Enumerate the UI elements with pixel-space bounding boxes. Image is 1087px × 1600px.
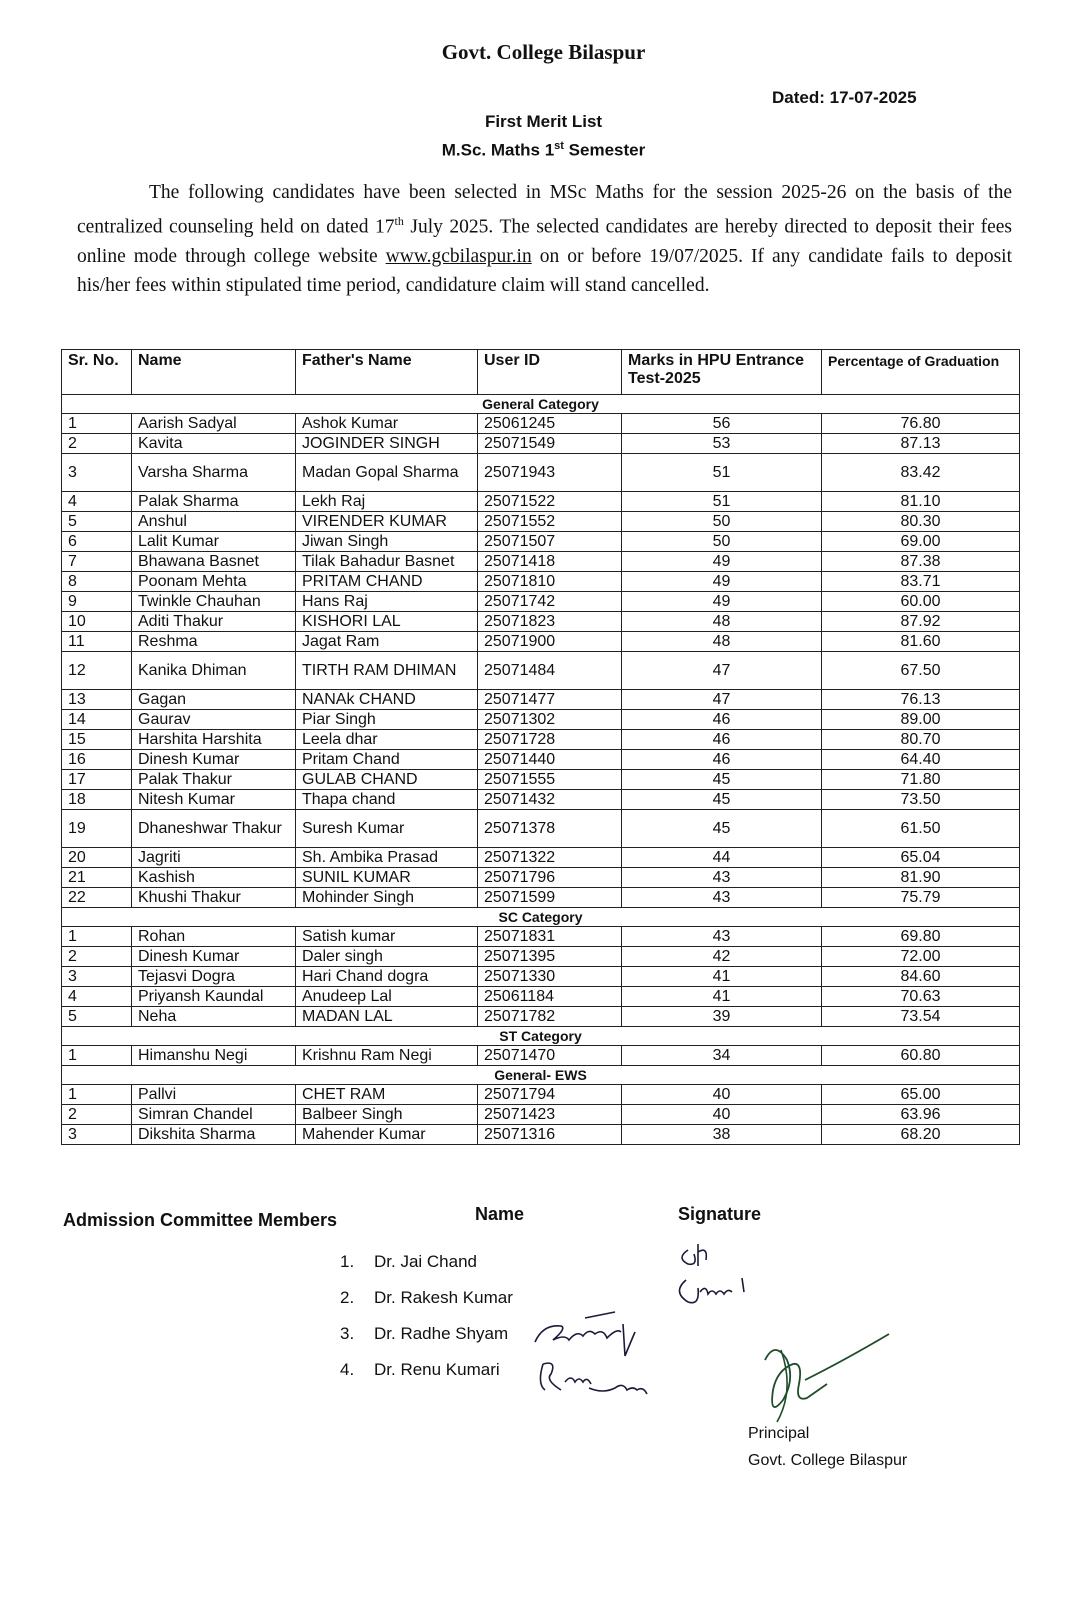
- name-cell: Neha: [132, 1007, 296, 1027]
- name-cell: Rohan: [132, 927, 296, 947]
- user-id-cell: 25071555: [478, 770, 622, 790]
- table-row: [62, 710, 1020, 730]
- percentage-cell: 76.13: [822, 690, 1020, 710]
- percentage-cell: 76.80: [822, 414, 1020, 434]
- signature-radhe-shyam: [525, 1302, 655, 1408]
- father-name-cell: Lekh Raj: [296, 492, 478, 512]
- sr-no-cell: 9: [62, 592, 132, 612]
- percentage-cell: 87.13: [822, 434, 1020, 454]
- sr-no-cell: 13: [62, 690, 132, 710]
- sr-no-cell: 5: [62, 1007, 132, 1027]
- sr-no-cell: 6: [62, 532, 132, 552]
- table-row: [62, 592, 1020, 612]
- father-name-cell: Piar Singh: [296, 710, 478, 730]
- sr-no-cell: 5: [62, 512, 132, 532]
- percentage-cell: 73.54: [822, 1007, 1020, 1027]
- name-cell: Dinesh Kumar: [132, 947, 296, 967]
- name-cell: Simran Chandel: [132, 1105, 296, 1125]
- name-cell: Tejasvi Dogra: [132, 967, 296, 987]
- percentage-cell: 65.00: [822, 1085, 1020, 1105]
- notice-part1: The following candidates have been selected in MSc Maths for the session 2025-26 on the basis of the centralized counseling held on dated 17: [77, 182, 1012, 238]
- percentage-cell: 71.80: [822, 770, 1020, 790]
- table-row: [62, 947, 1020, 967]
- marks-cell: 49: [622, 552, 822, 572]
- father-name-cell: GULAB CHAND: [296, 770, 478, 790]
- father-name-cell: Krishnu Ram Negi: [296, 1046, 478, 1066]
- marks-cell: 49: [622, 572, 822, 592]
- marks-cell: 46: [622, 730, 822, 750]
- college-name: Govt. College Bilaspur: [441, 40, 646, 64]
- sr-no-cell: 8: [62, 572, 132, 592]
- sr-no-cell: 10: [62, 612, 132, 632]
- sr-no-cell: 2: [62, 1105, 132, 1125]
- sr-no-cell: 1: [62, 1046, 132, 1066]
- name-cell: Dikshita Sharma: [132, 1125, 296, 1145]
- percentage-cell: 68.20: [822, 1125, 1020, 1145]
- table-row: [62, 750, 1020, 770]
- user-id-cell: 25061184: [478, 987, 622, 1007]
- name-cell: Nitesh Kumar: [132, 790, 296, 810]
- date-line: Dated: 17-07-2025: [772, 88, 917, 107]
- member-name: Dr. Radhe Shyam: [374, 1324, 509, 1343]
- name-cell: Gaurav: [132, 710, 296, 730]
- father-name-cell: Suresh Kumar: [296, 810, 478, 848]
- marks-cell: 47: [622, 690, 822, 710]
- marks-cell: 50: [622, 532, 822, 552]
- sr-no-cell: 1: [62, 927, 132, 947]
- percentage-cell: 87.92: [822, 612, 1020, 632]
- father-name-cell: Tilak Bahadur Basnet: [296, 552, 478, 572]
- father-name-cell: NANAk CHAND: [296, 690, 478, 710]
- sr-no-cell: 1: [62, 1085, 132, 1105]
- member-number: 1.: [340, 1252, 355, 1271]
- table-row: [62, 492, 1020, 512]
- table-row: [62, 552, 1020, 572]
- father-name-cell: Thapa chand: [296, 790, 478, 810]
- sr-no-cell: 2: [62, 434, 132, 454]
- name-label: Name: [475, 1204, 525, 1224]
- marks-cell: 40: [622, 1085, 822, 1105]
- table-row: [62, 868, 1020, 888]
- marks-cell: 40: [622, 1105, 822, 1125]
- marks-cell: 43: [622, 868, 822, 888]
- name-cell: Lalit Kumar: [132, 532, 296, 552]
- user-id-cell: 25071794: [478, 1085, 622, 1105]
- table-row: [62, 1105, 1020, 1125]
- marks-cell: 51: [622, 454, 822, 492]
- table-row: [62, 612, 1020, 632]
- father-name-cell: CHET RAM: [296, 1085, 478, 1105]
- percentage-cell: 75.79: [822, 888, 1020, 908]
- name-cell: Dinesh Kumar: [132, 750, 296, 770]
- signature-principal: [745, 1330, 895, 1430]
- percentage-cell: 81.10: [822, 492, 1020, 512]
- percentage-cell: 80.30: [822, 512, 1020, 532]
- table-row: [62, 454, 1020, 492]
- course-sup: st: [554, 140, 564, 152]
- table-row: [62, 987, 1020, 1007]
- member-number: 4.: [340, 1360, 355, 1379]
- marks-cell: 51: [622, 492, 822, 512]
- table-row: [62, 434, 1020, 454]
- father-name-cell: Jagat Ram: [296, 632, 478, 652]
- user-id-cell: 25071728: [478, 730, 622, 750]
- name-cell: Khushi Thakur: [132, 888, 296, 908]
- percentage-cell: 89.00: [822, 710, 1020, 730]
- course-title: [0, 140, 1087, 161]
- marks-cell: 34: [622, 1046, 822, 1066]
- name-cell: Himanshu Negi: [132, 1046, 296, 1066]
- list-title: First Merit List: [484, 112, 603, 131]
- category-title: General Category: [62, 395, 1020, 414]
- member-number: 2.: [340, 1288, 355, 1307]
- user-id-cell: 25071943: [478, 454, 622, 492]
- percentage-cell: 67.50: [822, 652, 1020, 690]
- user-id-cell: 25071810: [478, 572, 622, 592]
- header-marks: Marks in HPU Entrance Test-2025: [622, 350, 822, 395]
- committee-list: [340, 1252, 513, 1396]
- user-id-cell: 25071796: [478, 868, 622, 888]
- user-id-cell: 25071507: [478, 532, 622, 552]
- sr-no-cell: 16: [62, 750, 132, 770]
- user-id-cell: 25071900: [478, 632, 622, 652]
- marks-cell: 46: [622, 750, 822, 770]
- table-row: [62, 572, 1020, 592]
- name-cell: Pallvi: [132, 1085, 296, 1105]
- user-id-cell: 25071378: [478, 810, 622, 848]
- name-cell: Poonam Mehta: [132, 572, 296, 592]
- marks-cell: 48: [622, 612, 822, 632]
- father-name-cell: MADAN LAL: [296, 1007, 478, 1027]
- notice-part3: on or before 19/07/2025. If any candidate fails to deposit his/her fees within stipulated time period, candidature claim will stand cancelled.: [77, 245, 1013, 296]
- father-name-cell: Ashok Kumar: [296, 414, 478, 434]
- sr-no-cell: 2: [62, 947, 132, 967]
- marks-cell: 47: [622, 652, 822, 690]
- sr-no-cell: 3: [62, 454, 132, 492]
- course-main: M.Sc. Maths 1: [441, 140, 555, 160]
- principal-title: Principal: [748, 1425, 810, 1442]
- user-id-cell: 25071440: [478, 750, 622, 770]
- name-cell: Jagriti: [132, 848, 296, 868]
- user-id-cell: 25071322: [478, 848, 622, 868]
- table-row: [62, 1046, 1020, 1066]
- father-name-cell: Mohinder Singh: [296, 888, 478, 908]
- sr-no-cell: 1: [62, 414, 132, 434]
- table-row: [62, 1125, 1020, 1145]
- user-id-cell: 25061245: [478, 414, 622, 434]
- table-row: [62, 790, 1020, 810]
- table-row: [62, 730, 1020, 750]
- signature-jai-chand: [668, 1232, 768, 1312]
- father-name-cell: VIRENDER KUMAR: [296, 512, 478, 532]
- user-id-cell: 25071484: [478, 652, 622, 690]
- category-title: General- EWS: [62, 1066, 1020, 1085]
- name-cell: Anshul: [132, 512, 296, 532]
- committee-heading: Admission Committee Members: [63, 1210, 338, 1230]
- user-id-cell: 25071432: [478, 790, 622, 810]
- name-cell: Twinkle Chauhan: [132, 592, 296, 612]
- category-row: [62, 395, 1020, 414]
- header-user-id: User ID: [478, 350, 622, 395]
- marks-cell: 49: [622, 592, 822, 612]
- sr-no-cell: 4: [62, 492, 132, 512]
- father-name-cell: Mahender Kumar: [296, 1125, 478, 1145]
- father-name-cell: Jiwan Singh: [296, 532, 478, 552]
- member-row: [340, 1252, 513, 1288]
- sr-no-cell: 21: [62, 868, 132, 888]
- father-name-cell: Leela dhar: [296, 730, 478, 750]
- sr-no-cell: 15: [62, 730, 132, 750]
- name-cell: Varsha Sharma: [132, 454, 296, 492]
- member-row: [340, 1360, 513, 1396]
- user-id-cell: 25071470: [478, 1046, 622, 1066]
- sr-no-cell: 4: [62, 987, 132, 1007]
- table-row: [62, 532, 1020, 552]
- marks-cell: 53: [622, 434, 822, 454]
- category-row: [62, 908, 1020, 927]
- marks-cell: 56: [622, 414, 822, 434]
- signature-label: Signature: [678, 1204, 762, 1224]
- percentage-cell: 70.63: [822, 987, 1020, 1007]
- father-name-cell: Anudeep Lal: [296, 987, 478, 1007]
- sr-no-cell: 12: [62, 652, 132, 690]
- user-id-cell: 25071330: [478, 967, 622, 987]
- percentage-cell: 61.50: [822, 810, 1020, 848]
- father-name-cell: KISHORI LAL: [296, 612, 478, 632]
- merit-body: [62, 395, 1020, 1145]
- table-row: [62, 1085, 1020, 1105]
- sr-no-cell: 18: [62, 790, 132, 810]
- percentage-cell: 64.40: [822, 750, 1020, 770]
- merit-table: [61, 349, 1020, 1145]
- name-cell: Palak Sharma: [132, 492, 296, 512]
- user-id-cell: 25071823: [478, 612, 622, 632]
- name-cell: Aditi Thakur: [132, 612, 296, 632]
- user-id-cell: 25071522: [478, 492, 622, 512]
- user-id-cell: 25071395: [478, 947, 622, 967]
- user-id-cell: 25071782: [478, 1007, 622, 1027]
- marks-cell: 42: [622, 947, 822, 967]
- marks-cell: 41: [622, 987, 822, 1007]
- sr-no-cell: 3: [62, 967, 132, 987]
- table-row: [62, 690, 1020, 710]
- father-name-cell: TIRTH RAM DHIMAN: [296, 652, 478, 690]
- user-id-cell: 25071302: [478, 710, 622, 730]
- name-cell: Reshma: [132, 632, 296, 652]
- father-name-cell: Sh. Ambika Prasad: [296, 848, 478, 868]
- sr-no-cell: 3: [62, 1125, 132, 1145]
- principal-college: Govt. College Bilaspur: [748, 1452, 908, 1469]
- percentage-cell: 60.00: [822, 592, 1020, 612]
- marks-cell: 46: [622, 710, 822, 730]
- header-percentage: Percentage of Graduation: [822, 350, 1020, 395]
- marks-cell: 39: [622, 1007, 822, 1027]
- percentage-cell: 81.90: [822, 868, 1020, 888]
- category-row: [62, 1027, 1020, 1046]
- marks-cell: 45: [622, 810, 822, 848]
- user-id-cell: 25071549: [478, 434, 622, 454]
- table-row: [62, 632, 1020, 652]
- sr-no-cell: 20: [62, 848, 132, 868]
- name-cell: Gagan: [132, 690, 296, 710]
- percentage-cell: 63.96: [822, 1105, 1020, 1125]
- table-row: [62, 810, 1020, 848]
- member-name: Dr. Jai Chand: [374, 1252, 477, 1271]
- course-tail: Semester: [563, 140, 646, 160]
- percentage-cell: 73.50: [822, 790, 1020, 810]
- name-cell: Palak Thakur: [132, 770, 296, 790]
- name-cell: Aarish Sadyal: [132, 414, 296, 434]
- name-cell: Bhawana Basnet: [132, 552, 296, 572]
- sr-no-cell: 17: [62, 770, 132, 790]
- header-father-name: Father's Name: [296, 350, 478, 395]
- percentage-cell: 69.00: [822, 532, 1020, 552]
- percentage-cell: 81.60: [822, 632, 1020, 652]
- percentage-cell: 87.38: [822, 552, 1020, 572]
- header-name: Name: [132, 350, 296, 395]
- father-name-cell: Hari Chand dogra: [296, 967, 478, 987]
- user-id-cell: 25071418: [478, 552, 622, 572]
- sr-no-cell: 7: [62, 552, 132, 572]
- user-id-cell: 25071742: [478, 592, 622, 612]
- father-name-cell: Daler singh: [296, 947, 478, 967]
- name-cell: Kanika Dhiman: [132, 652, 296, 690]
- marks-cell: 50: [622, 512, 822, 532]
- user-id-cell: 25071423: [478, 1105, 622, 1125]
- category-title: ST Category: [62, 1027, 1020, 1046]
- name-cell: Dhaneshwar Thakur: [132, 810, 296, 848]
- marks-cell: 41: [622, 967, 822, 987]
- father-name-cell: Hans Raj: [296, 592, 478, 612]
- website-link[interactable]: www.gcbilaspur.in: [385, 245, 532, 267]
- percentage-cell: 69.80: [822, 927, 1020, 947]
- user-id-cell: 25071552: [478, 512, 622, 532]
- notice-sup: th: [394, 214, 404, 228]
- name-cell: Harshita Harshita: [132, 730, 296, 750]
- marks-cell: 48: [622, 632, 822, 652]
- member-name: Dr. Rakesh Kumar: [374, 1288, 513, 1307]
- marks-cell: 44: [622, 848, 822, 868]
- marks-cell: 43: [622, 888, 822, 908]
- user-id-cell: 25071599: [478, 888, 622, 908]
- table-row: [62, 414, 1020, 434]
- category-title: SC Category: [62, 908, 1020, 927]
- sr-no-cell: 14: [62, 710, 132, 730]
- notice-paragraph: [77, 178, 1012, 300]
- category-row: [62, 1066, 1020, 1085]
- table-row: [62, 888, 1020, 908]
- percentage-cell: 65.04: [822, 848, 1020, 868]
- percentage-cell: 80.70: [822, 730, 1020, 750]
- percentage-cell: 83.42: [822, 454, 1020, 492]
- table-row: [62, 967, 1020, 987]
- percentage-cell: 83.71: [822, 572, 1020, 592]
- user-id-cell: 25071477: [478, 690, 622, 710]
- table-row: [62, 927, 1020, 947]
- percentage-cell: 84.60: [822, 967, 1020, 987]
- name-cell: Kashish: [132, 868, 296, 888]
- sr-no-cell: 22: [62, 888, 132, 908]
- father-name-cell: Balbeer Singh: [296, 1105, 478, 1125]
- marks-cell: 45: [622, 790, 822, 810]
- marks-cell: 38: [622, 1125, 822, 1145]
- table-row: [62, 1007, 1020, 1027]
- percentage-cell: 72.00: [822, 947, 1020, 967]
- sr-no-cell: 11: [62, 632, 132, 652]
- father-name-cell: PRITAM CHAND: [296, 572, 478, 592]
- father-name-cell: SUNIL KUMAR: [296, 868, 478, 888]
- sr-no-cell: 19: [62, 810, 132, 848]
- father-name-cell: JOGINDER SINGH: [296, 434, 478, 454]
- name-cell: Kavita: [132, 434, 296, 454]
- marks-cell: 45: [622, 770, 822, 790]
- table-row: [62, 848, 1020, 868]
- table-row: [62, 512, 1020, 532]
- table-row: [62, 770, 1020, 790]
- table-row: [62, 652, 1020, 690]
- marks-cell: 43: [622, 927, 822, 947]
- percentage-cell: 60.80: [822, 1046, 1020, 1066]
- user-id-cell: 25071831: [478, 927, 622, 947]
- member-name: Dr. Renu Kumari: [374, 1360, 500, 1379]
- member-number: 3.: [340, 1324, 355, 1343]
- header-sr-no: Sr. No.: [62, 350, 132, 395]
- member-row: [340, 1324, 513, 1360]
- header-row: [62, 350, 1020, 395]
- member-row: [340, 1288, 513, 1324]
- father-name-cell: Madan Gopal Sharma: [296, 454, 478, 492]
- father-name-cell: Pritam Chand: [296, 750, 478, 770]
- name-cell: Priyansh Kaundal: [132, 987, 296, 1007]
- father-name-cell: Satish kumar: [296, 927, 478, 947]
- notice-part2: July 2025. The selected candidates are hereby directed to deposit their fees online mode through college website: [77, 216, 1012, 267]
- user-id-cell: 25071316: [478, 1125, 622, 1145]
